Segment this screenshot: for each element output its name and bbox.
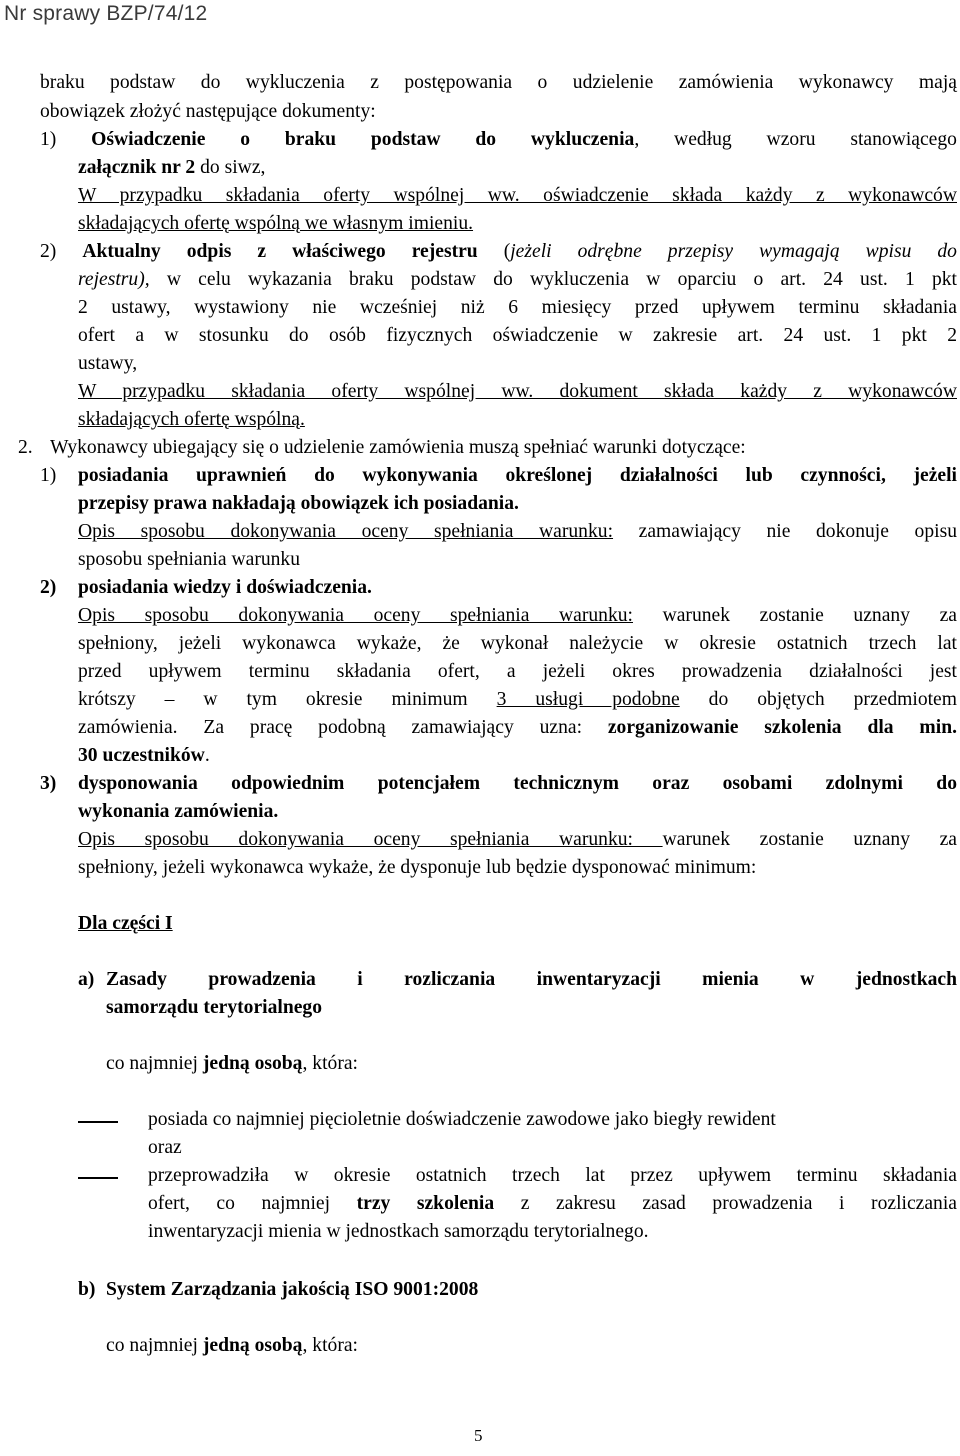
text-span: ofert, co najmniej <box>148 1193 357 1214</box>
subject-heading: System Zarządzania jakością ISO 9001:2008 <box>106 1279 479 1300</box>
text-span: do objętych przedmiotem <box>679 689 957 710</box>
text-line <box>148 1191 957 1217</box>
text-line: ofert a w stosunku do osób fizycznych oświadczenie w zakresie art. 24 ust. 1 pkt 2 <box>78 325 957 346</box>
list-item-1 <box>40 127 957 153</box>
condition-heading: wykonania zamówienia. <box>78 801 279 822</box>
subject-heading: Zasady prowadzenia i rozliczania inwentaryzacji mienia w jednostkach <box>106 969 957 990</box>
text-span: ( <box>477 241 511 262</box>
list-letter: a) <box>78 969 95 990</box>
text-span: warunek zostanie uznany za <box>662 829 957 850</box>
text-line <box>78 155 265 181</box>
text-span: . <box>204 745 210 766</box>
text-span: zamawiający nie dokonuje opisu <box>613 521 957 542</box>
text-line: oraz <box>148 1137 182 1158</box>
list-number: 2) <box>40 241 83 262</box>
text-span: trzy szkolenia <box>356 1193 495 1214</box>
text-span: zamówienia. Za pracę podobną zamawiający uzna: <box>78 717 608 738</box>
document-title: Oświadczenie o braku podstaw do wykluczenia <box>91 129 635 150</box>
text-span: warunek zostanie uznany za <box>633 605 957 626</box>
case-number-header: Nr sprawy BZP/74/12 <box>4 2 208 25</box>
text-line: przeprowadziła w okresie ostatnich trzech lat przez upływem terminu składania <box>148 1165 957 1186</box>
text-span: z zakresu zasad prowadzenia i rozliczania <box>494 1193 957 1214</box>
condition-heading: posiadania wiedzy i doświadczenia. <box>78 577 372 598</box>
text-line <box>78 743 210 769</box>
text-span: , według wzoru stanowiącego <box>634 129 957 150</box>
text-span: 3 usługi podobne <box>496 689 680 710</box>
text-line: braku podstaw do wykluczenia z postępowania o udzielenie zamówienia wykonawcy mają <box>40 72 957 93</box>
text-span: krótszy – w tym okresie minimum <box>78 689 497 710</box>
list-number: 1) <box>40 129 92 150</box>
text-span: jedną osobą <box>202 1335 303 1356</box>
text-line <box>78 687 957 713</box>
text-line: inwentaryzacji mienia w jednostkach samorządu terytorialnego. <box>148 1221 649 1242</box>
text-span: jedną osobą <box>202 1053 303 1074</box>
attachment-ref: załącznik nr 2 <box>78 157 196 178</box>
text-line <box>78 603 957 629</box>
text-span: rejestru), <box>78 269 150 290</box>
text-span: w celu wykazania braku podstaw do wykluczenia w oparciu o art. 24 ust. 1 pkt <box>149 269 957 290</box>
text-line: W przypadku składania oferty wspólnej ww. dokument składa każdy z wykonawców <box>78 381 957 402</box>
assessment-label: Opis sposobu dokonywania oceny spełniania warunku: <box>78 829 663 850</box>
text-line: składających ofertę wspólną. <box>78 409 305 430</box>
text-line <box>106 1333 358 1359</box>
list-number: 3) <box>40 773 57 794</box>
text-line: Wykonawcy ubiegający się o udzielenie zamówienia muszą spełniać warunki dotyczące: <box>50 437 746 458</box>
text-line <box>78 715 957 741</box>
part-heading: Dla części I <box>78 913 173 934</box>
text-span: 30 uczestników <box>78 745 205 766</box>
section-number: 2. <box>18 437 33 458</box>
text-line <box>78 519 957 545</box>
text-line: obowiązek złożyć następujące dokumenty: <box>40 101 376 122</box>
text-line: 2 ustawy, wystawiony nie wcześniej niż 6 miesięcy przed upływem terminu składania <box>78 297 957 318</box>
text-line <box>106 1051 358 1077</box>
list-letter: b) <box>78 1279 96 1300</box>
dash-bullet <box>78 1177 118 1179</box>
text-span: do siwz, <box>195 157 266 178</box>
text-span: , która: <box>302 1053 358 1074</box>
condition-heading: przepisy prawa nakładają obowiązek ich posiadania. <box>78 493 519 514</box>
text-line: spełniony, jeżeli wykonawca wykaże, że dysponuje lub będzie dysponować minimum: <box>78 857 757 878</box>
list-item-2 <box>40 239 957 265</box>
document-title: Aktualny odpis z właściwego rejestru <box>82 241 478 262</box>
text-line: spełniony, jeżeli wykonawca wykaże, że wykonał należycie w okresie ostatnich trzech lat <box>78 633 957 654</box>
list-number: 1) <box>40 465 57 486</box>
text-span: co najmniej <box>106 1053 203 1074</box>
condition-heading: dysponowania odpowiednim potencjałem technicznym oraz osobami zdolnymi do <box>78 773 957 794</box>
text-span: jeżeli odrębne przepisy wymagają wpisu do <box>510 241 957 262</box>
text-line: ustawy, <box>78 353 138 374</box>
dash-bullet <box>78 1121 118 1123</box>
text-line: składających ofertę wspólną we własnym imieniu. <box>78 213 474 234</box>
text-line <box>78 827 957 853</box>
text-line: sposobu spełniania warunku <box>78 549 301 570</box>
text-line: posiada co najmniej pięcioletnie doświadczenie zawodowe jako biegły rewident <box>148 1109 776 1130</box>
subject-heading: samorządu terytorialnego <box>106 997 323 1018</box>
text-line: W przypadku składania oferty wspólnej ww. oświadczenie składa każdy z wykonawców <box>78 185 957 206</box>
condition-heading: posiadania uprawnień do wykonywania określonej działalności lub czynności, jeżeli <box>78 465 957 486</box>
page-number: 5 <box>474 1426 483 1445</box>
text-span: co najmniej <box>106 1335 203 1356</box>
text-line <box>78 267 957 293</box>
assessment-label: Opis sposobu dokonywania oceny spełniania warunku: <box>78 605 633 626</box>
text-span: , która: <box>302 1335 358 1356</box>
list-number: 2) <box>40 577 57 598</box>
text-line: przed upływem terminu składania ofert, a jeżeli okres prowadzenia działalności jest <box>78 661 957 682</box>
assessment-label: Opis sposobu dokonywania oceny spełniania warunku: <box>78 521 614 542</box>
text-span: zorganizowanie szkolenia dla min. <box>607 717 957 738</box>
